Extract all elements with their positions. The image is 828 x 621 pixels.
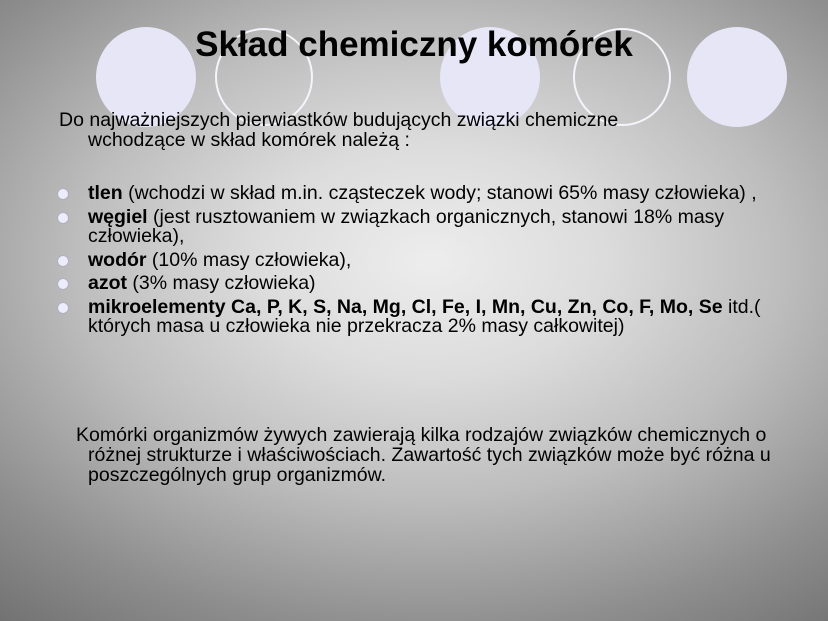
bullet-icon — [58, 189, 68, 199]
list-item-tlen — [0, 184, 828, 204]
desc-mikroelementy: itd.( których masa u człowieka nie przekracza 2% masy całkowitej) — [88, 295, 761, 337]
list-item-text — [88, 295, 778, 337]
bullet-icon — [58, 303, 68, 313]
term-azot: azot — [88, 272, 127, 294]
list-item-wodor — [0, 248, 828, 271]
list-item-text — [88, 184, 778, 204]
bullet-icon — [58, 256, 68, 266]
term-tlen: tlen — [88, 182, 123, 204]
term-wegiel: węgiel — [88, 205, 148, 228]
bullet-icon — [58, 213, 68, 223]
desc-wegiel: (jest rusztowaniem w związkach organicznych, stanowi 18% masy człowieka), — [88, 205, 725, 247]
outro-paragraph: Komórki organizmów żywych zawierają kilka rodzajów związków chemicznych o różnej strukturze i właściwościach. Zawartość tych związków może być różna u poszczególnych grup organizmów. — [76, 424, 771, 486]
bullet-icon — [58, 279, 68, 289]
list-item-text — [88, 248, 778, 271]
list-item-text — [88, 205, 778, 247]
desc-wodor: (10% masy człowieka), — [146, 248, 352, 271]
element-list — [0, 184, 828, 341]
list-item-text — [88, 274, 778, 294]
desc-tlen: (wchodzi w skład m.in. cząsteczek wody; stanowi 65% masy człowieka) , — [122, 182, 757, 204]
desc-azot: (3% masy człowieka) — [127, 272, 316, 294]
term-wodor: wodór — [88, 248, 147, 271]
list-item-wegiel — [0, 205, 828, 247]
list-item-azot — [0, 274, 828, 294]
slide-title: Skład chemiczny komórek — [195, 25, 633, 64]
list-item-mikroelementy — [0, 295, 828, 337]
term-mikroelementy: mikroelementy Ca, P, K, S, Na, Mg, Cl, Fe, I, Mn, Cu, Zn, Co, F, Mo, Se — [88, 295, 723, 318]
intro-paragraph: Do najważniejszych pierwiastków budujących związki chemiczne wchodzące w skład komórek należą : — [59, 109, 619, 151]
